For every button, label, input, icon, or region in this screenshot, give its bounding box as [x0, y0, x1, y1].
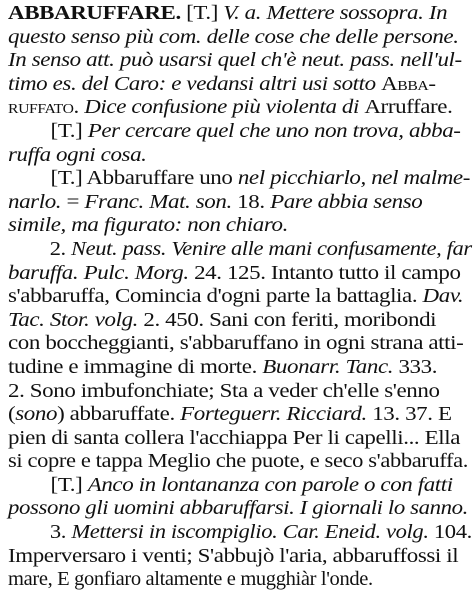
entry-text: Abba-: [381, 72, 436, 95]
entry-text: Imperversaro i venti; S'abbujò l'aria, abbaruffossi il: [8, 544, 459, 567]
entry-text: timo es. del Caro: e vedansi altri usi sotto: [8, 72, 382, 95]
entry-line: [8, 26, 476, 50]
entry-line: [8, 2, 476, 26]
entry-line: [8, 49, 476, 73]
entry-text: ruffato: [8, 96, 74, 119]
entry-text: Forteguerr. Ricciard.: [180, 403, 373, 426]
entry-line: [8, 309, 476, 333]
entry-line: [8, 356, 476, 380]
entry-text: [T.]: [180, 2, 224, 24]
entry-text: questo senso più com. delle cose che delle persone.: [8, 25, 459, 48]
entry-text: Pare abbia senso: [270, 190, 423, 213]
entry-text: [T.]: [50, 473, 88, 496]
entry-line: [8, 120, 476, 144]
entry-line: [8, 73, 476, 97]
entry-text: con boccheggianti, s'abbaruffano in ogni strana atti-: [8, 332, 464, 355]
entry-text: 13. 37. E: [372, 403, 452, 426]
entry-text: Anco in lontananza con parole o con fatti: [87, 473, 453, 496]
entry-line: [8, 545, 476, 569]
entry-line: [8, 238, 476, 262]
entry-line: [8, 214, 476, 238]
entry-text: Dav.: [422, 285, 464, 308]
entry-line: [8, 167, 476, 191]
entry-text: Neut. pass. Venire alle mani confusamente, far: [71, 237, 472, 260]
entry-text: 2. 450. Sani con feriti, moribondi: [143, 308, 437, 331]
entry-text: Buonarr. Tanc.: [262, 355, 399, 378]
entry-text: ) abbaruffate.: [57, 403, 181, 426]
entry-line: [8, 144, 476, 168]
entry-text: [T.] Abbaruffare uno: [50, 167, 238, 190]
entry-text: 18.: [237, 190, 271, 213]
entry-text: narlo.: [8, 190, 62, 213]
entry-text: nel picchiarlo, nel malme-: [237, 167, 470, 190]
entry-text: mare, E gonfiaro altamente e mugghiàr l'onde.: [8, 568, 373, 591]
entry-text: Arruffare.: [364, 96, 453, 119]
entry-line: [8, 285, 476, 309]
entry-text: sono: [15, 403, 58, 426]
entry-text: pien di santa collera l'acchiappa Per li capelli... Ella: [8, 426, 461, 449]
entry-line: [8, 191, 476, 215]
entry-line: [8, 497, 476, 521]
entry-text: tudine e immagine di morte.: [8, 355, 263, 378]
entry-text: Franc. Mat. son.: [84, 190, 238, 213]
entry-text: ruffa ogni cosa.: [8, 143, 147, 166]
headword: ABBARUFFARE.: [8, 2, 181, 24]
entry-line: [8, 427, 476, 451]
entry-text: 104.: [433, 521, 472, 544]
entry-line: [8, 521, 476, 545]
entry-text: V. a. Mettere sossopra. In: [223, 2, 448, 24]
entry-text: In senso att. può usarsi quel ch'è neut. pass. nell'ul-: [8, 49, 462, 72]
entry-text: 333.: [398, 355, 438, 378]
entry-line: [8, 262, 476, 286]
entry-text: 2.: [49, 237, 72, 260]
entry-text: possono gli uomini abbaruffarsi. I giornali lo sanno.: [8, 497, 468, 520]
entry-text: .: [73, 96, 85, 119]
entry-line: [8, 332, 476, 356]
entry-line: [8, 450, 476, 474]
entry-line: [8, 474, 476, 498]
entry-text: Tac. Stor. volg.: [8, 308, 144, 331]
entry-text: [T.]: [50, 119, 88, 142]
entry-text: Dice confusione più violenta di: [84, 96, 365, 119]
entry-text: (: [8, 403, 16, 426]
entry-line: [8, 380, 476, 404]
entry-text: s'abbaruffa, Comincia d'ogni parte la battaglia.: [8, 285, 423, 308]
entry-line: [8, 96, 476, 120]
entry-line: [8, 568, 468, 592]
entry-text: =: [61, 190, 85, 213]
entry-text: baruffa. Pulc. Morg.: [8, 261, 195, 284]
entry-text: si copre e tappa Meglio che puote, e seco s'abbaruffa.: [8, 450, 468, 473]
entry-text: Mettersi in iscompiglio. Car. Eneid. volg.: [71, 521, 434, 544]
entry-text: 2. Sono imbufonchiate; Sta a veder ch'elle s'enno: [8, 379, 440, 402]
entry-line: [8, 403, 476, 427]
entry-text: 24. 125. Intanto tutto il campo: [194, 261, 461, 284]
entry-text: simile, ma figurato: non chiaro.: [8, 214, 288, 237]
entry-text: Per cercare quel che uno non trova, abba-: [87, 119, 461, 142]
entry-text: 3.: [49, 521, 72, 544]
